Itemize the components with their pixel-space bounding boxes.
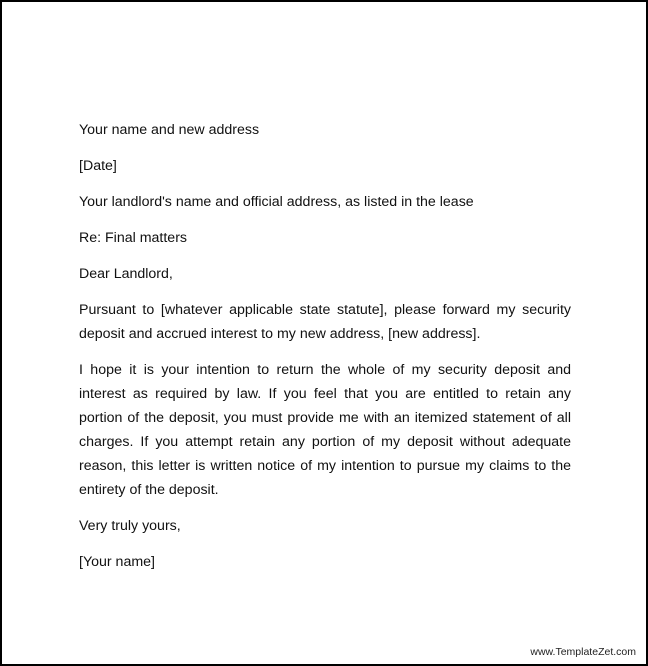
signature: [Your name] — [79, 554, 155, 570]
recipient-address: Your landlord's name and official address, as listed in the lease — [79, 194, 474, 210]
sender-address: Your name and new address — [79, 122, 260, 138]
paragraph-notice: I hope it is your intention to return the whole of my security deposit and interest as required by law. If you feel that you are entitled to retain any portion of the deposit, you must provide me with an itemized statement of all charges. If you attempt retain any portion of my deposit without adequate reason, this letter is written notice of my intention to pursue my claims to the entirety of the deposit. — [79, 362, 571, 498]
watermark-text: www.TemplateZet.com — [530, 646, 636, 658]
subject-line: Re: Final matters — [79, 230, 188, 246]
salutation: Dear Landlord, — [79, 266, 173, 282]
letter-body — [79, 118, 571, 586]
paragraph-request: Pursuant to [whatever applicable state statute], please forward my security deposit and accrued interest to my new address, [new address]. — [79, 302, 571, 342]
letter-date: [Date] — [79, 158, 117, 174]
closing: Very truly yours, — [79, 518, 181, 534]
